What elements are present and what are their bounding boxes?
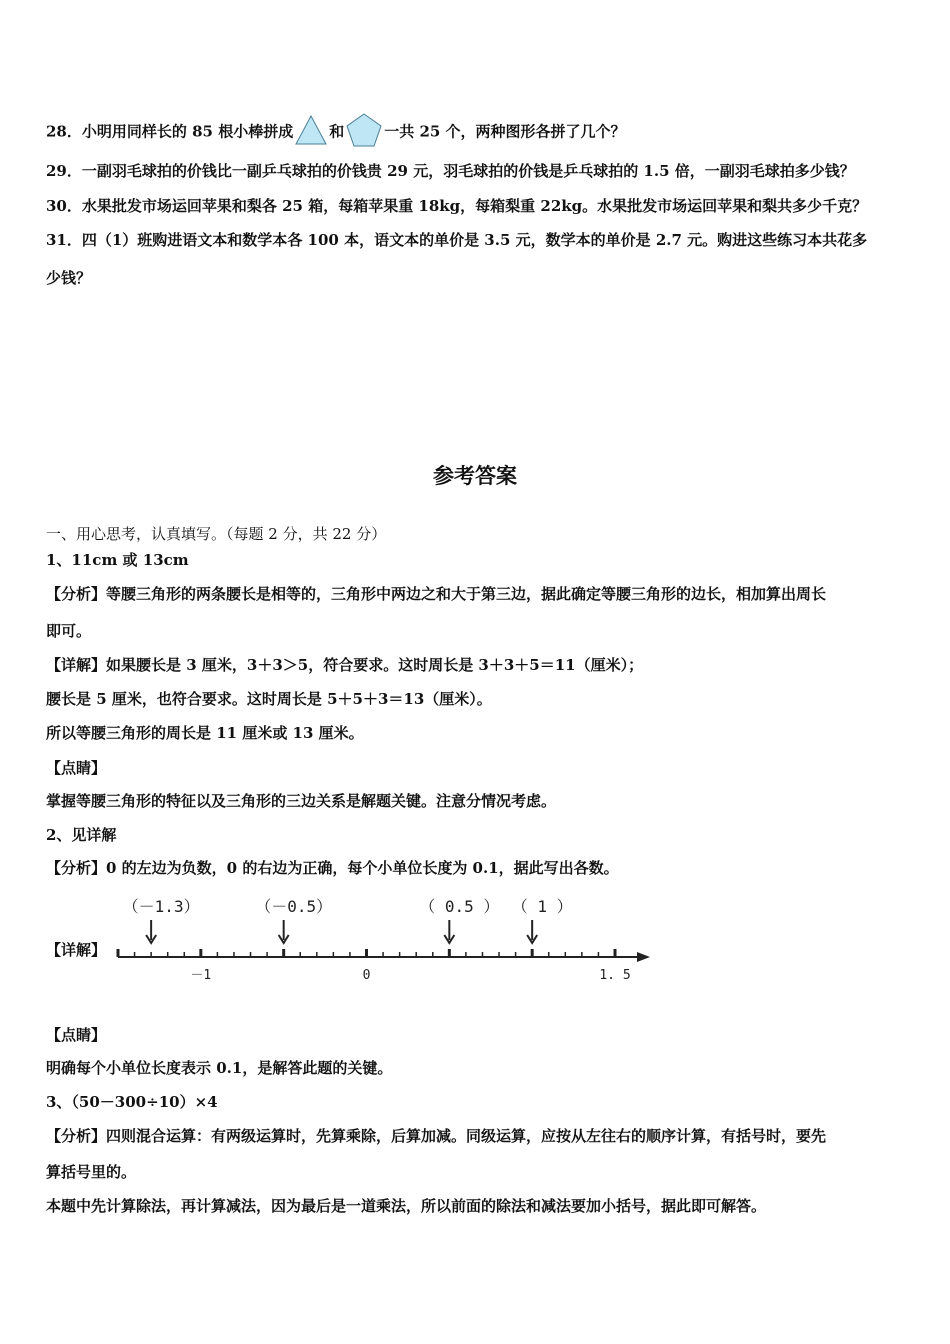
answer-1-note: 掌握等腰三角形的特征以及三角形的三边关系是解题关键。注意分情况考虑。 — [46, 792, 557, 810]
question-31-line2: 少钱？ — [46, 269, 92, 287]
answer-2-head: 2、见详解 — [46, 826, 117, 844]
number-line-arrow-label: （ 0.5 ） — [419, 897, 500, 916]
number-line-figure — [110, 890, 670, 990]
answer-3-analysis-line1: 【分析】四则混合运算：有两级运算时，先算乘除，后算加减。同级运算，应按从左往右的顺序计算，有括号时，要先 — [46, 1127, 827, 1145]
answer-1-analysis-line1: 【分析】等腰三角形的两条腰长是相等的，三角形中两边之和大于第三边，据此确定等腰三角形的边长，相加算出周长 — [46, 585, 827, 603]
pentagon-icon — [346, 113, 382, 152]
number-line-tick-label: 0 — [362, 968, 371, 983]
number-line-tick-label: －1 — [190, 968, 212, 983]
answer-2-detail-label: 【详解】 — [46, 941, 107, 959]
q28-text-before: 28．小明用同样长的 85 根小棒拼成 — [46, 122, 294, 141]
question-28 — [46, 113, 626, 152]
answers-title: 参考答案 — [433, 463, 517, 488]
number-line-arrow-label: （－0.5） — [255, 897, 333, 916]
answer-1-note-label: 【点睛】 — [46, 759, 107, 777]
answer-2-note-label: 【点睛】 — [46, 1026, 107, 1044]
question-31-line1: 31．四（1）班购进语文本和数学本各 100 本，语文本的单价是 3.5 元，数学本的单价是 2.7 元。购进这些练习本共花多 — [46, 231, 868, 249]
q28-text-after: 一共 25 个，两种图形各拼了几个？ — [384, 122, 626, 141]
number-line-tick-label: 1. 5 — [599, 968, 631, 983]
answer-1-detail-line3: 所以等腰三角形的周长是 11 厘米或 13 厘米。 — [46, 724, 364, 742]
answer-3-analysis-line2: 算括号里的。 — [46, 1163, 137, 1181]
answer-1-analysis-line2: 即可。 — [46, 622, 92, 640]
question-30: 30．水果批发市场运回苹果和梨各 25 箱，每箱苹果重 18kg，每箱梨重 22kg。水果批发市场运回苹果和梨共多少千克？ — [46, 197, 868, 215]
section-1-heading: 一、用心思考，认真填写。（每题 2 分，共 22 分） — [46, 525, 387, 543]
answer-3-text: 本题中先计算除法，再计算减法，因为最后是一道乘法，所以前面的除法和减法要加小括号，据此即可解答。 — [46, 1197, 767, 1215]
number-line-arrowhead — [637, 952, 650, 962]
answer-2-note: 明确每个小单位长度表示 0.1，是解答此题的关键。 — [46, 1059, 393, 1077]
number-line-arrow-label: （－1.3） — [122, 897, 200, 916]
answer-3-head: 3、（50－300÷10）×4 — [46, 1093, 218, 1111]
answer-1-head: 1、11cm 或 13cm — [46, 551, 189, 569]
answer-2-analysis: 【分析】0 的左边为负数，0 的右边为正确，每个小单位长度为 0.1，据此写出各数。 — [46, 859, 619, 877]
number-line-arrow-label: （ 1 ） — [511, 897, 573, 916]
question-29: 29．一副羽毛球拍的价钱比一副乒乓球拍的价钱贵 29 元，羽毛球拍的价钱是乒乓球拍的 1.5 倍，一副羽毛球拍多少钱？ — [46, 162, 855, 180]
answer-1-detail-line2: 腰长是 5 厘米，也符合要求。这时周长是 5＋5＋3＝13（厘米）。 — [46, 690, 492, 708]
answer-1-detail-line1: 【详解】如果腰长是 3 厘米，3＋3＞5，符合要求。这时周长是 3＋3＋5＝11（厘米）； — [46, 656, 644, 674]
q28-text-mid: 和 — [329, 122, 345, 141]
triangle-icon — [295, 115, 327, 150]
